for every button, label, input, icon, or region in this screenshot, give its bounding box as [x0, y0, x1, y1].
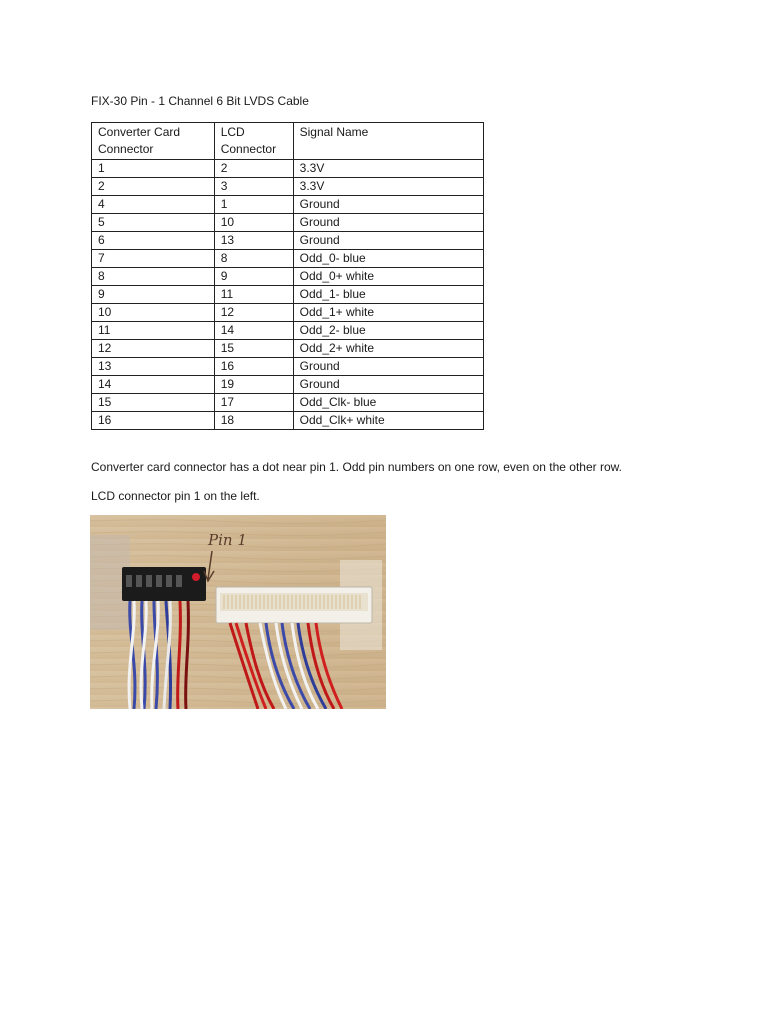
cell-signal-name: Odd_1+ white: [293, 304, 483, 322]
cell-lcd-pin: 18: [214, 412, 293, 430]
cell-signal-name: Ground: [293, 376, 483, 394]
pin1-dot-icon: [192, 573, 200, 581]
pinout-table: [91, 122, 484, 430]
table-row: [92, 268, 484, 286]
cell-converter-pin: 6: [92, 232, 215, 250]
cable-photo: [90, 515, 386, 709]
cell-lcd-pin: 8: [214, 250, 293, 268]
cell-signal-name: Ground: [293, 196, 483, 214]
table-row: [92, 286, 484, 304]
cell-signal-name: Odd_Clk- blue: [293, 394, 483, 412]
cell-converter-pin: 8: [92, 268, 215, 286]
table-row: [92, 304, 484, 322]
cell-converter-pin: 5: [92, 214, 215, 232]
table-row: [92, 322, 484, 340]
cell-lcd-pin: 2: [214, 160, 293, 178]
table-row: [92, 250, 484, 268]
cell-converter-pin: 16: [92, 412, 215, 430]
table-row: [92, 178, 484, 196]
cell-lcd-pin: 17: [214, 394, 293, 412]
cell-converter-pin: 14: [92, 376, 215, 394]
cell-converter-pin: 12: [92, 340, 215, 358]
table-row: [92, 394, 484, 412]
cell-converter-pin: 9: [92, 286, 215, 304]
note-lcd-pin1: LCD connector pin 1 on the left.: [91, 489, 260, 503]
table-row: [92, 412, 484, 430]
header-converter-card-connector: Converter Card Connector: [92, 123, 215, 160]
note-converter-dot: Converter card connector has a dot near pin 1. Odd pin numbers on one row, even on the other row.: [91, 460, 622, 474]
cell-lcd-pin: 10: [214, 214, 293, 232]
cell-converter-pin: 2: [92, 178, 215, 196]
cell-converter-pin: 13: [92, 358, 215, 376]
cell-lcd-pin: 1: [214, 196, 293, 214]
cell-converter-pin: 4: [92, 196, 215, 214]
header-signal-name: Signal Name: [293, 123, 483, 160]
cell-converter-pin: 15: [92, 394, 215, 412]
converter-connector-icon: [122, 567, 206, 601]
cell-signal-name: Ground: [293, 232, 483, 250]
table-row: [92, 376, 484, 394]
cell-converter-pin: 11: [92, 322, 215, 340]
table-row: [92, 232, 484, 250]
cell-signal-name: Ground: [293, 358, 483, 376]
cell-lcd-pin: 3: [214, 178, 293, 196]
table-row: [92, 160, 484, 178]
header-lcd-connector: LCD Connector: [214, 123, 293, 160]
cell-converter-pin: 7: [92, 250, 215, 268]
cell-converter-pin: 10: [92, 304, 215, 322]
cell-lcd-pin: 11: [214, 286, 293, 304]
cell-signal-name: Odd_0- blue: [293, 250, 483, 268]
cell-signal-name: 3.3V: [293, 160, 483, 178]
cell-signal-name: Odd_Clk+ white: [293, 412, 483, 430]
cell-signal-name: Ground: [293, 214, 483, 232]
cell-lcd-pin: 19: [214, 376, 293, 394]
lcd-connector-icon: [216, 587, 372, 623]
cell-signal-name: Odd_2- blue: [293, 322, 483, 340]
table-header-row: [92, 123, 484, 160]
table-row: [92, 358, 484, 376]
document-title: FIX-30 Pin - 1 Channel 6 Bit LVDS Cable: [91, 94, 309, 108]
cell-signal-name: Odd_1- blue: [293, 286, 483, 304]
cell-lcd-pin: 15: [214, 340, 293, 358]
cell-signal-name: 3.3V: [293, 178, 483, 196]
cell-lcd-pin: 12: [214, 304, 293, 322]
cell-lcd-pin: 16: [214, 358, 293, 376]
cell-lcd-pin: 13: [214, 232, 293, 250]
cell-signal-name: Odd_2+ white: [293, 340, 483, 358]
table-row: [92, 196, 484, 214]
cell-lcd-pin: 9: [214, 268, 293, 286]
cell-lcd-pin: 14: [214, 322, 293, 340]
cell-signal-name: Odd_0+ white: [293, 268, 483, 286]
table-row: [92, 340, 484, 358]
cell-converter-pin: 1: [92, 160, 215, 178]
pin1-annotation: Pin 1: [208, 531, 247, 549]
table-row: [92, 214, 484, 232]
